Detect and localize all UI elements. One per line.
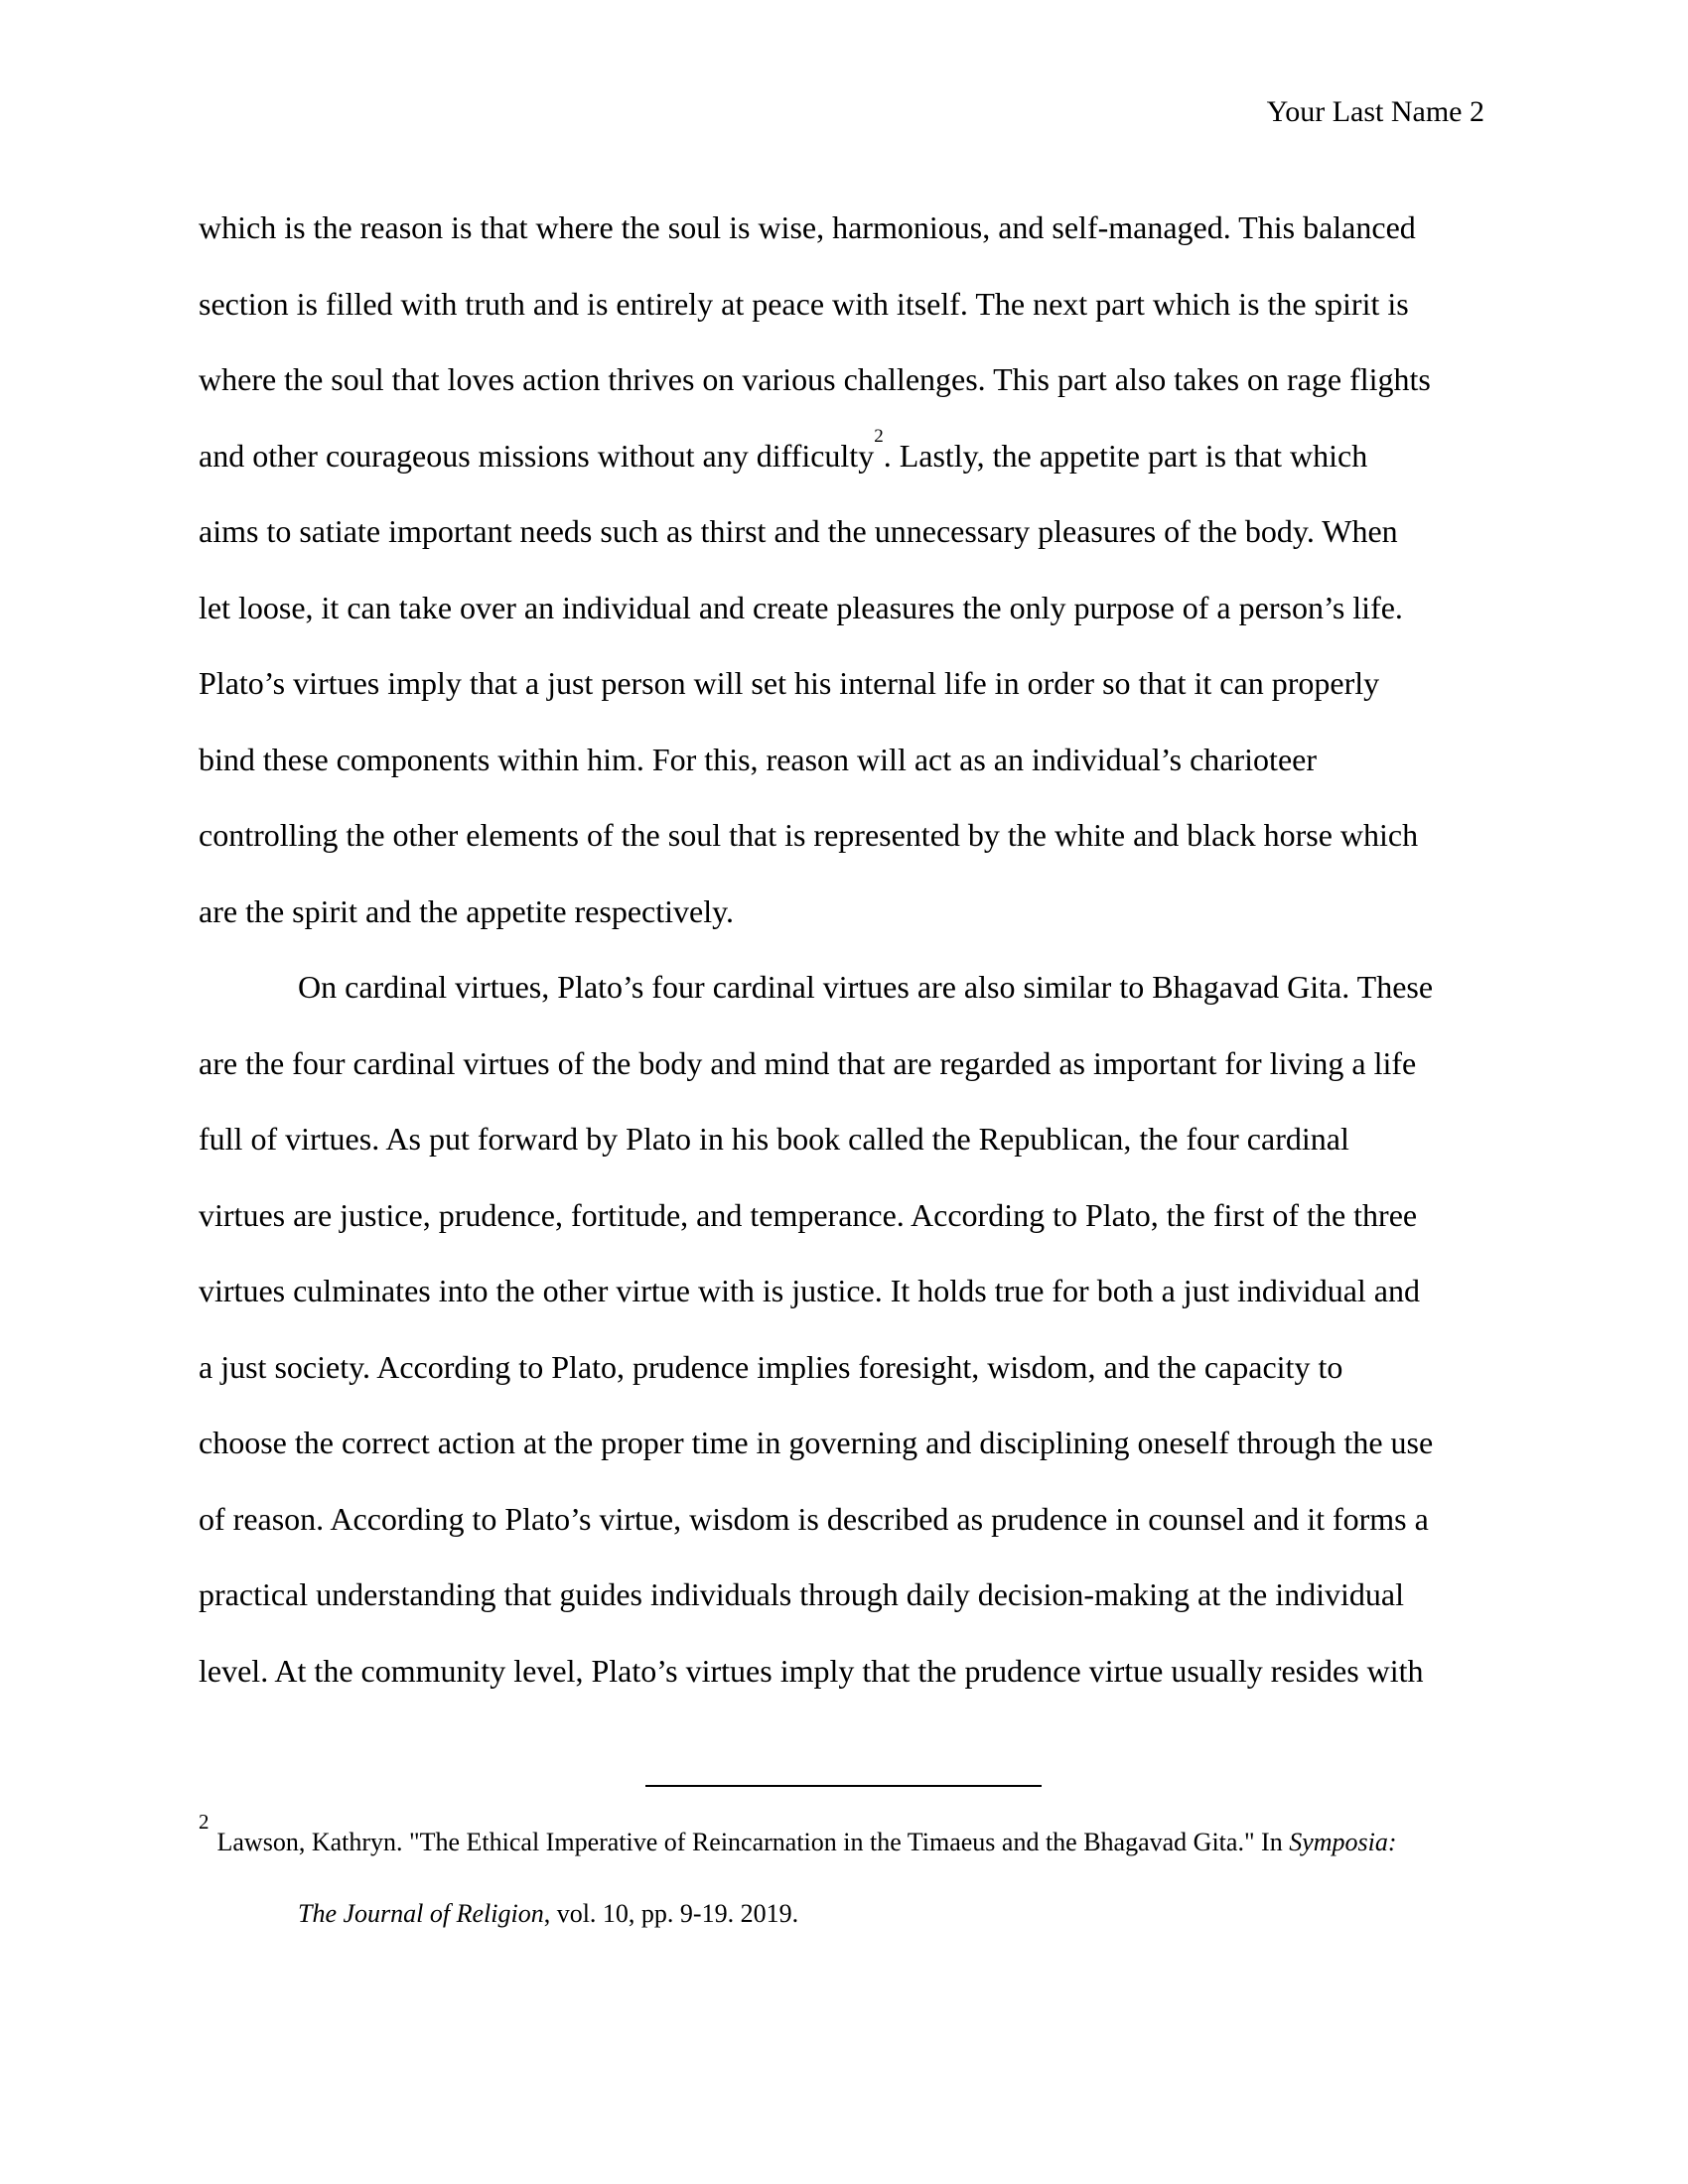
- body-line: let loose, it can take over an individual and create pleasures the only purpose of a person’s life.: [199, 589, 1403, 625]
- body-line: choose the correct action at the proper time in governing and disciplining oneself through the use: [199, 1425, 1434, 1460]
- body-line: level. At the community level, Plato’s virtues imply that the prudence virtue usually resides with: [199, 1652, 1424, 1689]
- body-line-tail: . Lastly, the appetite part is that which: [883, 437, 1368, 474]
- body-line: are the spirit and the appetite respectively.: [199, 892, 735, 929]
- body-line: controlling the other elements of the soul that is represented by the white and black horse which: [199, 817, 1419, 853]
- body-line: a just society. According to Plato, prudence implies foresight, wisdom, and the capacity to: [199, 1348, 1343, 1385]
- footnote-mark: 2: [199, 1810, 210, 1835]
- body-line-paragraph-start: On cardinal virtues, Plato’s four cardinal virtues are also similar to Bhagavad Gita. These: [298, 969, 1434, 1005]
- body-text: [199, 190, 1489, 1708]
- body-line: bind these components within him. For this, reason will act as an individual’s charioteer: [199, 741, 1317, 777]
- footnote-citation-text: Lawson, Kathryn. "The Ethical Imperative of Reincarnation in the Timaeus and the Bhagavad Gita." In: [216, 1828, 1290, 1856]
- body-line: of reason. According to Plato’s virtue, wisdom is described as prudence in counsel and it forms a: [199, 1500, 1429, 1537]
- body-line: practical understanding that guides individuals through daily decision-making at the individual: [199, 1576, 1404, 1612]
- footnote: [199, 1807, 1489, 1950]
- body-line: section is filled with truth and is entirely at peace with itself. The next part which is the spirit is: [199, 285, 1409, 322]
- running-head: Your Last Name 2: [1266, 95, 1484, 128]
- body-line: full of virtues. As put forward by Plato in his book called the Republican, the four cardinal: [199, 1121, 1349, 1157]
- body-line: which is the reason is that where the soul is wise, harmonious, and self-managed. This balanced: [199, 209, 1416, 245]
- body-line: virtues are justice, prudence, fortitude, and temperance. According to Plato, the first of the three: [199, 1196, 1418, 1233]
- body-line-head: and other courageous missions without any difficulty: [199, 437, 875, 474]
- footnote-journal-subtitle: The Journal of Religion: [298, 1899, 544, 1928]
- body-line: Plato’s virtues imply that a just person will set his internal life in order so that it can properly: [199, 665, 1380, 701]
- footnote-line: [199, 1878, 1489, 1950]
- body-line: aims to satiate important needs such as thirst and the unnecessary pleasures of the body. When: [199, 513, 1398, 549]
- body-line: where the soul that loves action thrives on various challenges. This part also takes on rage flights: [199, 361, 1431, 397]
- footnote-reference[interactable]: 2: [874, 425, 884, 447]
- footnote-citation-details: , vol. 10, pp. 9-19. 2019.: [543, 1899, 799, 1928]
- footnote-separator: [645, 1785, 1042, 1787]
- body-line: virtues culminates into the other virtue with is justice. It holds true for both a just individual and: [199, 1273, 1420, 1308]
- footnote-journal-title: Symposia:: [1289, 1828, 1397, 1856]
- body-line: are the four cardinal virtues of the body and mind that are regarded as important for living a life: [199, 1044, 1417, 1081]
- body-line-with-footnote-ref: [199, 418, 1489, 494]
- footnote-line: [199, 1807, 1489, 1878]
